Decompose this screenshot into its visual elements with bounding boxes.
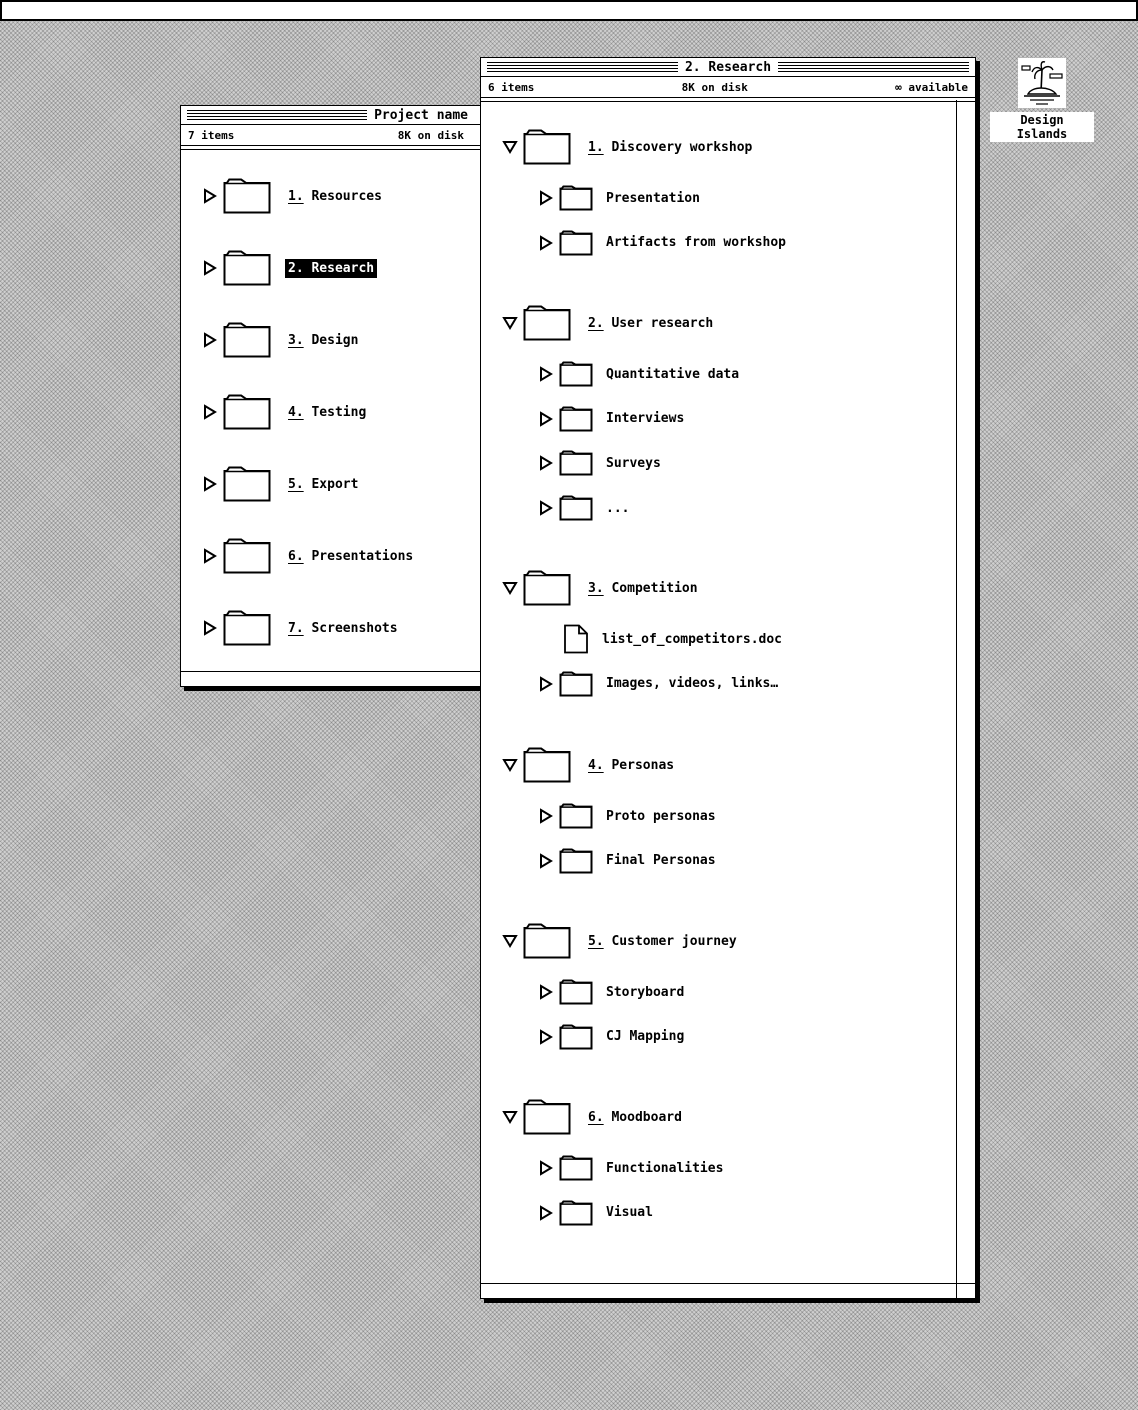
folder-label[interactable]	[603, 499, 632, 518]
expand-triangle-icon[interactable]	[537, 234, 555, 252]
folder-label[interactable]	[285, 331, 361, 350]
expand-triangle-icon[interactable]	[201, 403, 219, 421]
expand-triangle-icon[interactable]	[201, 547, 219, 565]
folder-name: Final Personas	[606, 853, 716, 869]
folder-name: Proto personas	[606, 808, 716, 824]
folder-row[interactable]	[201, 248, 377, 288]
folder-row[interactable]	[201, 464, 361, 504]
folder-name: Screenshots	[311, 620, 398, 636]
folder-row[interactable]	[201, 608, 401, 648]
collapse-triangle-icon[interactable]	[501, 756, 519, 774]
folder-number: 1.	[588, 139, 604, 155]
folder-icon[interactable]	[559, 1200, 593, 1226]
desktop-icon-design-islands[interactable]	[990, 58, 1094, 142]
folder-icon[interactable]	[559, 495, 593, 521]
folder-label[interactable]	[603, 983, 687, 1002]
desktop-icon-label: Design Islands	[990, 112, 1094, 142]
folder-icon[interactable]	[223, 610, 271, 646]
island-palm-icon	[1018, 58, 1066, 108]
expand-triangle-icon[interactable]	[201, 475, 219, 493]
folder-row[interactable]	[201, 536, 416, 576]
collapse-triangle-icon[interactable]	[501, 579, 519, 597]
folder-icon[interactable]	[559, 1155, 593, 1181]
expand-triangle-icon[interactable]	[201, 259, 219, 277]
folder-number: 5.	[588, 933, 604, 949]
folder-icon[interactable]	[559, 979, 593, 1005]
expand-triangle-icon[interactable]	[537, 807, 555, 825]
folder-icon[interactable]	[223, 178, 271, 214]
folder-label[interactable]	[285, 619, 401, 638]
folder-label[interactable]	[285, 403, 369, 422]
item-count: 6 items	[488, 80, 535, 94]
info-divider	[181, 146, 481, 150]
titlebar-stripes	[187, 110, 367, 121]
expand-triangle-icon[interactable]	[537, 852, 555, 870]
collapse-triangle-icon[interactable]	[501, 1108, 519, 1126]
folder-label[interactable]	[603, 1203, 656, 1222]
folder-name: Research	[311, 260, 375, 276]
folder-number: 2.	[288, 260, 304, 276]
folder-name: Visual	[606, 1205, 653, 1221]
folder-number: 6.	[288, 548, 304, 564]
folder-icon[interactable]	[223, 466, 271, 502]
research-window[interactable]	[480, 57, 976, 1299]
research-window-titlebar[interactable]	[481, 58, 975, 77]
folder-label[interactable]	[603, 674, 781, 693]
folder-icon[interactable]	[559, 185, 593, 211]
subfolder-row[interactable]	[537, 800, 719, 832]
disk-usage: 8K on disk	[397, 128, 464, 142]
expand-triangle-icon[interactable]	[537, 1028, 555, 1046]
subfolder-row[interactable]	[537, 492, 632, 524]
expand-triangle-icon[interactable]	[537, 410, 555, 428]
folder-icon[interactable]	[223, 250, 271, 286]
expand-triangle-icon[interactable]	[201, 619, 219, 637]
window-footer	[481, 1283, 975, 1284]
folder-number: 1.	[288, 188, 304, 204]
folder-label[interactable]	[285, 475, 361, 494]
folder-row[interactable]	[201, 176, 385, 216]
folder-name: Quantitative data	[606, 366, 740, 382]
scrollbar-track[interactable]	[956, 100, 957, 1298]
subfolder-row[interactable]	[537, 403, 687, 435]
subfolder-row[interactable]	[537, 1152, 726, 1184]
folder-label[interactable]	[585, 314, 716, 333]
folder-icon[interactable]	[523, 570, 571, 606]
folder-number: 3.	[588, 580, 604, 596]
expand-triangle-icon[interactable]	[537, 675, 555, 693]
folder-icon[interactable]	[559, 1024, 593, 1050]
folder-icon[interactable]	[559, 671, 593, 697]
folder-name: Interviews	[606, 411, 685, 427]
info-divider	[481, 98, 975, 102]
titlebar-stripes	[778, 62, 969, 73]
folder-row[interactable]	[201, 392, 369, 432]
folder-name: Moodboard	[611, 1109, 682, 1125]
folder-label[interactable]	[585, 138, 755, 157]
file-row[interactable]	[537, 623, 785, 655]
available-space: ∞ available	[895, 80, 968, 94]
folder-number: 6.	[588, 1109, 604, 1125]
expand-triangle-icon[interactable]	[201, 187, 219, 205]
expand-triangle-icon[interactable]	[537, 1159, 555, 1177]
subfolder-row[interactable]	[537, 227, 789, 259]
subfolder-row[interactable]	[537, 1021, 687, 1053]
document-icon[interactable]	[563, 624, 589, 654]
window-info-bar	[181, 125, 481, 146]
folder-label[interactable]	[585, 1108, 685, 1127]
folder-name: Export	[311, 476, 359, 492]
folder-icon[interactable]	[559, 406, 593, 432]
folder-row-expanded[interactable]	[501, 128, 755, 166]
folder-row-expanded[interactable]	[501, 569, 701, 607]
folder-row-expanded[interactable]	[501, 746, 677, 784]
folder-name: Artifacts from workshop	[606, 235, 787, 251]
disk-usage: 8K on disk	[681, 80, 748, 94]
folder-label[interactable]	[603, 1027, 687, 1046]
expand-triangle-icon[interactable]	[537, 1204, 555, 1222]
folder-name: Images, videos, links…	[606, 676, 779, 692]
folder-number: 2.	[588, 315, 604, 331]
folder-icon[interactable]	[223, 538, 271, 574]
folder-icon[interactable]	[559, 803, 593, 829]
folder-icon[interactable]	[523, 305, 571, 341]
folder-name: Customer journey	[611, 933, 737, 949]
collapse-triangle-icon[interactable]	[501, 932, 519, 950]
folder-icon[interactable]	[223, 394, 271, 430]
folder-name: Discovery workshop	[611, 139, 753, 155]
expand-triangle-icon[interactable]	[537, 189, 555, 207]
folder-label[interactable]	[603, 409, 687, 428]
folder-label[interactable]	[603, 189, 703, 208]
window-title: 2. Research	[678, 60, 778, 75]
item-count: 7 items	[188, 128, 235, 142]
subfolder-row[interactable]	[537, 845, 719, 877]
folder-icon[interactable]	[523, 923, 571, 959]
folder-number: 5.	[288, 476, 304, 492]
folder-name: Design	[311, 332, 359, 348]
menu-bar	[0, 0, 1138, 21]
folder-label[interactable]	[603, 851, 719, 870]
folder-label[interactable]	[603, 807, 719, 826]
folder-name: CJ Mapping	[606, 1029, 685, 1045]
folder-label[interactable]	[603, 454, 664, 473]
folder-name: Presentations	[311, 548, 414, 564]
folder-row-expanded[interactable]	[501, 922, 740, 960]
folder-label[interactable]	[285, 187, 385, 206]
folder-label[interactable]	[285, 259, 377, 278]
collapse-triangle-icon[interactable]	[501, 138, 519, 156]
folder-number: 4.	[288, 404, 304, 420]
folder-label[interactable]	[599, 630, 785, 649]
folder-icon[interactable]	[523, 1099, 571, 1135]
folder-row-expanded[interactable]	[501, 1098, 685, 1136]
folder-number: 3.	[288, 332, 304, 348]
folder-label[interactable]	[585, 579, 701, 598]
folder-icon[interactable]	[523, 129, 571, 165]
window-title: Project name	[367, 108, 475, 123]
folder-row-expanded[interactable]	[501, 304, 716, 342]
folder-label[interactable]	[603, 233, 789, 252]
expand-triangle-icon[interactable]	[537, 499, 555, 517]
folder-name: Resources	[311, 188, 382, 204]
titlebar-stripes	[487, 62, 678, 73]
folder-name: Storyboard	[606, 984, 685, 1000]
subfolder-row[interactable]	[537, 447, 664, 479]
folder-icon[interactable]	[559, 230, 593, 256]
folder-name: Presentation	[606, 190, 700, 206]
folder-icon[interactable]	[223, 322, 271, 358]
subfolder-row[interactable]	[537, 976, 687, 1008]
expand-triangle-icon[interactable]	[537, 983, 555, 1001]
expand-triangle-icon[interactable]	[537, 365, 555, 383]
window-info-bar	[481, 77, 975, 98]
folder-number: 7.	[288, 620, 304, 636]
collapse-triangle-icon[interactable]	[501, 314, 519, 332]
folder-label[interactable]	[285, 547, 416, 566]
subfolder-row[interactable]	[537, 668, 781, 700]
folder-label[interactable]	[603, 365, 742, 384]
folder-number: 4.	[588, 757, 604, 773]
folder-label[interactable]	[585, 932, 740, 951]
folder-name: Functionalities	[606, 1160, 724, 1176]
project-window[interactable]	[180, 105, 482, 687]
folder-label[interactable]	[603, 1159, 726, 1178]
folder-icon[interactable]	[559, 361, 593, 387]
folder-icon[interactable]	[559, 450, 593, 476]
subfolder-row[interactable]	[537, 358, 742, 390]
window-footer	[181, 671, 481, 672]
subfolder-row[interactable]	[537, 1197, 656, 1229]
folder-name: Surveys	[606, 455, 661, 471]
subfolder-row[interactable]	[537, 182, 703, 214]
folder-name: User research	[611, 315, 714, 331]
expand-triangle-icon[interactable]	[201, 331, 219, 349]
folder-name: Testing	[311, 404, 367, 420]
folder-name: ...	[606, 500, 630, 516]
expand-triangle-icon[interactable]	[537, 454, 555, 472]
folder-name: Personas	[611, 757, 675, 773]
folder-name: Competition	[611, 580, 698, 596]
folder-row[interactable]	[201, 320, 361, 360]
folder-name: list_of_competitors.doc	[602, 631, 783, 647]
folder-icon[interactable]	[523, 747, 571, 783]
project-window-titlebar[interactable]	[181, 106, 481, 125]
folder-icon[interactable]	[559, 848, 593, 874]
folder-label[interactable]	[585, 756, 677, 775]
